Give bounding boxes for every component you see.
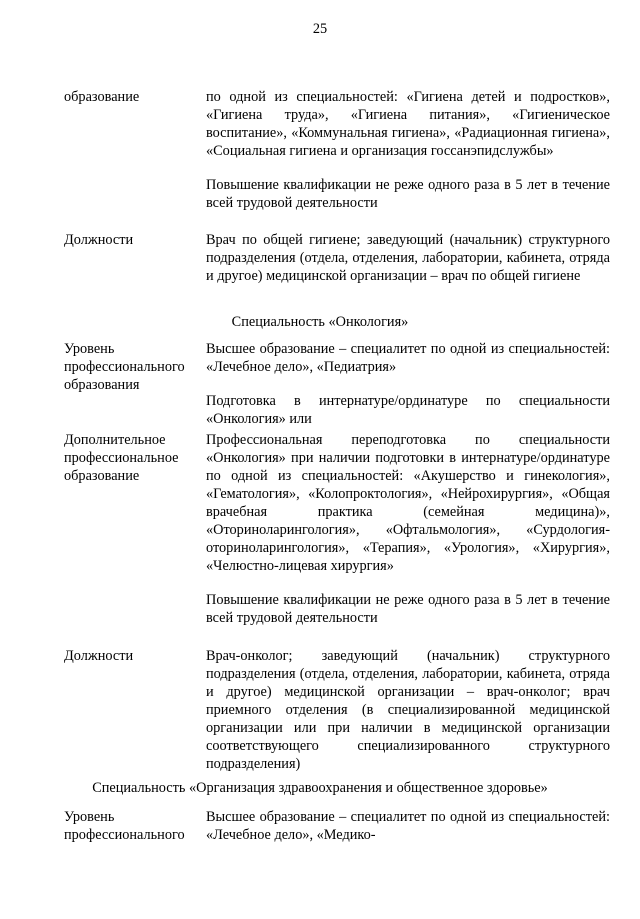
row-label: Уровень профессионального образования [64, 341, 185, 393]
row-content [206, 340, 610, 428]
paragraph: Врач-онколог; заведующий (начальник) структурного подразделения (отдела, отделения, лаборатории, кабинета, отряда и другое) медицинской организации – врач-онколог; врач приемного отделения (в специализированной медицинской организации или при наличии в медицинской организации соответствующего специализированного структурного подразделения) [206, 648, 610, 772]
row-label: Уровень профессионального [64, 809, 185, 843]
row-label: образование [64, 89, 140, 105]
paragraph: Повышение квалификации не реже одного раза в 5 лет в течение всей трудовой деятельности [206, 177, 610, 211]
row-content [206, 647, 610, 773]
paragraph: Высшее образование – специалитет по одной из специальностей: «Лечебное дело», «Педиатрия» [206, 341, 610, 375]
row-content [206, 231, 610, 285]
page-number: 25 [312, 21, 328, 37]
paragraph: Профессиональная переподготовка по специальности «Онкология» при наличии подготовки в интернатуре/ординатуре по одной из специальностей: «Акушерство и гинекология», «Гематология», «Колопроктология», «Нейрохирургия», «Общая врачебная практика (семейная медицина)», «Оториноларингология», «Офтальмология», «Сурдология-оториноларингология», «Терапия», «Урология», «Хирургия», «Челюстно-лицевая хирургия» [206, 432, 610, 574]
paragraph: Подготовка в интернатуре/ординатуре по специальности «Онкология» или [206, 393, 610, 427]
section-heading-health-organization: Специальность «Организация здравоохранения и общественное здоровье» [92, 780, 548, 796]
paragraph: Повышение квалификации не реже одного раза в 5 лет в течение всей трудовой деятельности [206, 592, 610, 626]
paragraph: по одной из специальностей: «Гигиена детей и подростков», «Гигиена труда», «Гигиена питания», «Гигиеническое воспитание», «Коммунальная гигиена», «Радиационная гигиена», «Социальная гигиена и организация госсанэпидслужбы» [206, 89, 610, 159]
section-heading-oncology: Специальность «Онкология» [231, 314, 409, 330]
row-content [206, 88, 610, 212]
row-content [206, 431, 610, 627]
row-label: Дополнительное профессиональное образование [64, 432, 179, 484]
paragraph: Высшее образование – специалитет по одной из специальностей: «Лечебное дело», «Медико- [206, 809, 610, 843]
row-label: Должности [64, 648, 134, 664]
row-content [206, 808, 610, 844]
row-label: Должности [64, 232, 134, 248]
paragraph: Врач по общей гигиене; заведующий (начальник) структурного подразделения (отдела, отделения, лаборатории, кабинета, отряда и другое) медицинской организации – врач по общей гигиене [206, 232, 610, 284]
